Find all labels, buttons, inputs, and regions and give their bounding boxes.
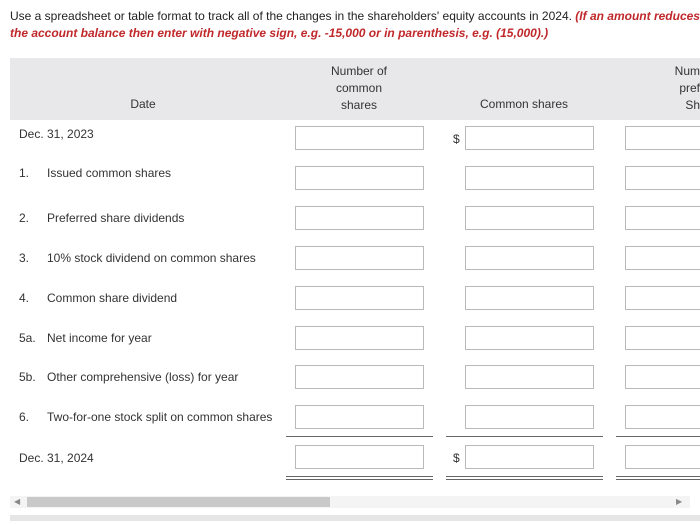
row-number: 6. [19,410,30,424]
header-date: Date [130,97,156,111]
input-pref-div-common-shares[interactable] [465,206,594,230]
header-line: Number of [330,64,388,78]
row-label-issued-common [19,166,171,180]
input-closing-preferred[interactable] [625,445,700,469]
row-number: 4. [19,291,30,305]
header-number-common-shares [310,63,408,114]
input-issued-common-shares[interactable] [465,166,594,190]
input-issued-number-common[interactable] [295,166,424,190]
row-text: Other comprehensive (loss) for year [47,370,239,384]
input-split-common-shares[interactable] [465,405,594,429]
row-number: 5b. [19,370,36,384]
input-closing-common-shares[interactable] [465,445,594,469]
input-stock-div-preferred[interactable] [625,246,700,270]
row-number: 5a. [19,331,36,345]
row-label-stock-dividend [19,251,256,265]
input-oci-number-common[interactable] [295,365,424,389]
header-common-shares: Common shares [479,97,569,111]
row-label-opening-balance: Dec. 31, 2023 [19,127,94,141]
bottom-bar [10,515,700,521]
row-number: 1. [19,166,30,180]
header-line: pref [679,81,700,95]
dollar-sign: $ [453,132,460,146]
input-common-div-preferred[interactable] [625,286,700,310]
instructions [10,8,700,42]
header-line: shares [340,98,378,112]
input-closing-number-common[interactable] [295,445,424,469]
row-text: Preferred share dividends [47,211,185,225]
double-rule [286,479,433,480]
scrollbar-thumb[interactable] [27,497,330,507]
header-line: Sh [685,98,700,112]
header-line: Num [674,64,700,78]
scroll-right-arrow-icon[interactable]: ▶ [676,497,683,506]
double-rule [616,476,700,477]
input-opening-number-common[interactable] [295,126,424,150]
input-opening-preferred[interactable] [625,126,700,150]
input-stock-div-number-common[interactable] [295,246,424,270]
input-opening-common-shares[interactable] [465,126,594,150]
double-rule [616,479,700,480]
input-common-div-common-shares[interactable] [465,286,594,310]
row-text: Net income for year [47,331,152,345]
row-label-stock-split [19,410,272,424]
row-text: Issued common shares [47,166,172,180]
row-number: 3. [19,251,30,265]
row-text: Common share dividend [47,291,178,305]
input-split-preferred[interactable] [625,405,700,429]
instructions-highlight: (If an amount reduces the account balance then enter with negative sign, e.g. -15,000 or in parenthesis, e.g. (15,000).) [10,9,700,40]
row-label-net-income [19,331,152,345]
instructions-text: Use a spreadsheet or table format to track all of the changes in the shareholders' equity accounts in 2024. [10,9,576,23]
input-oci-preferred[interactable] [625,365,700,389]
row-label-preferred-dividends [19,211,184,225]
row-label-closing-balance: Dec. 31, 2024 [19,451,94,465]
total-rule [446,436,603,437]
row-text: Two-for-one stock split on common shares [47,410,273,424]
dollar-sign: $ [453,451,460,465]
double-rule [286,476,433,477]
row-number: 2. [19,211,30,225]
input-net-income-number-common[interactable] [295,326,424,350]
input-common-div-number-common[interactable] [295,286,424,310]
total-rule [616,436,700,437]
total-rule [286,436,433,437]
input-pref-div-preferred[interactable] [625,206,700,230]
row-label-oci [19,370,238,384]
input-net-income-common-shares[interactable] [465,326,594,350]
input-pref-div-number-common[interactable] [295,206,424,230]
input-stock-div-common-shares[interactable] [465,246,594,270]
scroll-left-arrow-icon[interactable]: ◀ [14,497,21,506]
header-number-preferred-shares [655,63,700,114]
double-rule [446,476,603,477]
row-label-common-dividend [19,291,177,305]
row-text: 10% stock dividend on common shares [47,251,256,265]
input-issued-preferred[interactable] [625,166,700,190]
header-line: common [335,81,382,95]
input-oci-common-shares[interactable] [465,365,594,389]
double-rule [446,479,603,480]
input-net-income-preferred[interactable] [625,326,700,350]
table-header [10,58,700,120]
input-split-number-common[interactable] [295,405,424,429]
